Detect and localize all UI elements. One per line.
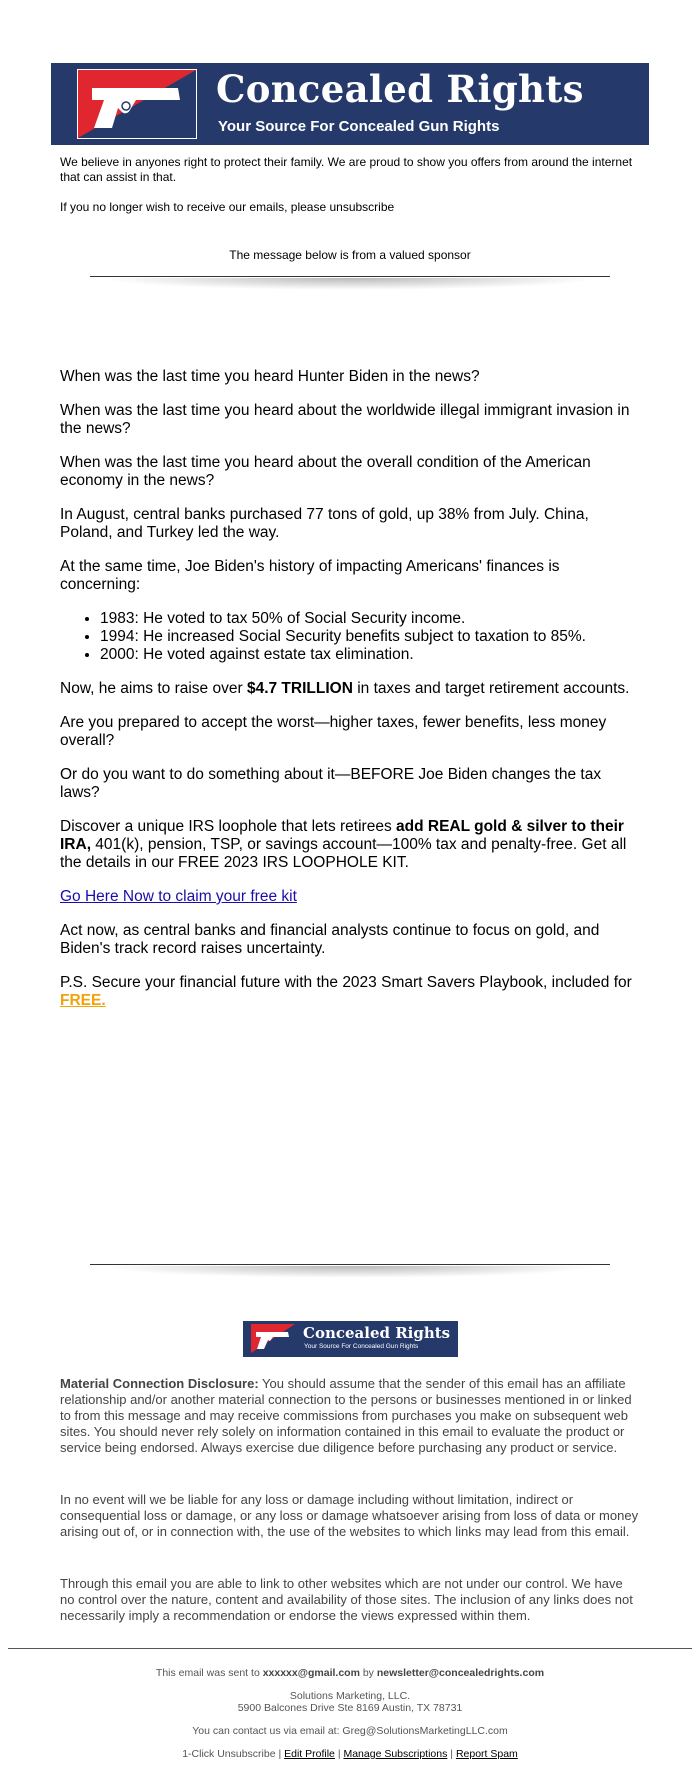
paragraph: In August, central banks purchased 77 tons of gold, up 38% from July. China, Poland, and Turkey led the way. (60, 506, 589, 541)
brand-tagline: Your Source For Concealed Gun Rights (218, 118, 500, 135)
disclosure-label: Material Connection Disclosure: (60, 1376, 259, 1391)
separator: | (447, 1748, 456, 1760)
header-banner[interactable] (51, 63, 649, 145)
paragraph: When was the last time you heard about the worldwide illegal immigrant invasion in the news? (60, 402, 630, 437)
manage-subscriptions-link[interactable]: Manage Subscriptions (343, 1748, 448, 1760)
list-item: • 2000: He voted against estate tax elimination. (100, 646, 640, 664)
gun-logo-icon (251, 1324, 295, 1353)
unsubscribe-line (60, 200, 640, 215)
report-spam-link[interactable]: Report Spam (455, 1748, 518, 1760)
footer-logo-tagline: Your Source For Concealed Gun Rights (304, 1343, 419, 1350)
footer-links (0, 1748, 700, 1760)
contact-line: You can contact us via email at: Greg@SolutionsMarketingLLC.com (192, 1725, 508, 1737)
company-address: 5900 Balcones Drive Ste 8169 Austin, TX 78731 (237, 1702, 463, 1714)
text: P.S. Secure your financial future with the 2023 Smart Savers Playbook, included for (60, 974, 632, 991)
footer-logo-title: Concealed Rights (303, 1324, 451, 1342)
text: 401(k), pension, TSP, or savings account—100% tax and penalty-free. Get all the details in our FREE 2023 IRS LOOPHOLE KIT. (60, 836, 627, 871)
paragraph: Or do you want to do something about it—BEFORE Joe Biden changes the tax laws? (60, 766, 602, 801)
list-item: • 1983: He voted to tax 50% of Social Security income. (100, 610, 640, 628)
bottom-divider (90, 1264, 610, 1265)
sponsor-note: The message below is from a valued sponsor (229, 248, 471, 262)
paragraph: At the same time, Joe Biden's history of impacting Americans' finances is concerning: (60, 558, 560, 593)
free-link[interactable]: FREE. (60, 992, 106, 1009)
biden-history-list (60, 610, 640, 664)
text: This email was sent to (155, 1667, 263, 1679)
gun-logo-icon (77, 69, 197, 139)
company-name: Solutions Marketing, LLC. (289, 1690, 411, 1702)
gold-ira-emphasis: add REAL gold & silver to their IRA, (60, 818, 624, 853)
paragraph: When was the last time you heard Hunter Biden in the news? (60, 368, 480, 385)
claim-kit-link[interactable]: Go Here Now to claim your free kit (60, 888, 297, 905)
intro-text: We believe in anyones right to protect their family. We are proud to show you offers from around the internet that can assist in that. (60, 155, 633, 184)
footer-logo[interactable] (243, 1321, 458, 1357)
top-divider (90, 276, 610, 277)
sender-email: newsletter@concealedrights.com (376, 1667, 545, 1679)
paragraph: When was the last time you heard about the overall condition of the American economy in the news? (60, 454, 591, 489)
unsubscribe-prefix: If you no longer wish to receive our emails, please (60, 200, 327, 214)
trillion-emphasis: $4.7 TRILLION (246, 680, 353, 697)
text: in taxes and target retirement accounts. (352, 680, 630, 697)
footer-divider (8, 1648, 692, 1649)
sent-to-line (0, 1667, 700, 1679)
list-item: • 1994: He increased Social Security benefits subject to taxation to 85%. (100, 628, 640, 646)
unsubscribe-link[interactable]: unsubscribe (329, 200, 395, 214)
brand-title: Concealed Rights (216, 67, 584, 111)
text: Now, he aims to raise over (60, 680, 247, 697)
recipient-email: xxxxxx@gmail.com (262, 1667, 360, 1679)
paragraph: Act now, as central banks and financial analysts continue to focus on gold, and Biden's track record raises uncertainty. (60, 922, 600, 957)
paragraph (60, 888, 640, 906)
liability-disclaimer: In no event will we be liable for any loss or damage including without limitation, indirect or consequential loss or damage, or any loss or damage whatsoever arising from loss of data or money arising out of, or in connection with, the use of the websites to which links may lead from this email. (60, 1492, 639, 1539)
material-disclosure (60, 1376, 640, 1456)
one-click-unsubscribe-label: 1-Click Unsubscribe (182, 1748, 276, 1760)
edit-profile-link[interactable]: Edit Profile (284, 1748, 335, 1760)
paragraph (60, 818, 640, 872)
message-body (60, 368, 640, 1026)
text: by (359, 1667, 377, 1679)
separator: | (334, 1748, 344, 1760)
paragraph (60, 974, 640, 1010)
text: Discover a unique IRS loophole that lets retirees (60, 818, 397, 835)
paragraph: Are you prepared to accept the worst—higher taxes, fewer benefits, less money overall? (60, 714, 607, 749)
external-links-disclaimer: Through this email you are able to link to other websites which are not under our control. We have no control over the nature, content and availability of those sites. The inclusion of any links does not necessarily imply a recommendation or endorse the views expressed within them. (60, 1576, 633, 1623)
disclosure-text: You should assume that the sender of this email has an affiliate relationship and/or another material connection to the persons or businesses mentioned in or linked to from this message and may receive commissions from purchases you make on subsequent web sites. You should never rely solely on information contained in this email to evaluate the product or service being endorsed. Always exercise due diligence before purchasing any product or service. (60, 1376, 632, 1455)
separator: | (275, 1748, 285, 1760)
paragraph (60, 680, 640, 698)
